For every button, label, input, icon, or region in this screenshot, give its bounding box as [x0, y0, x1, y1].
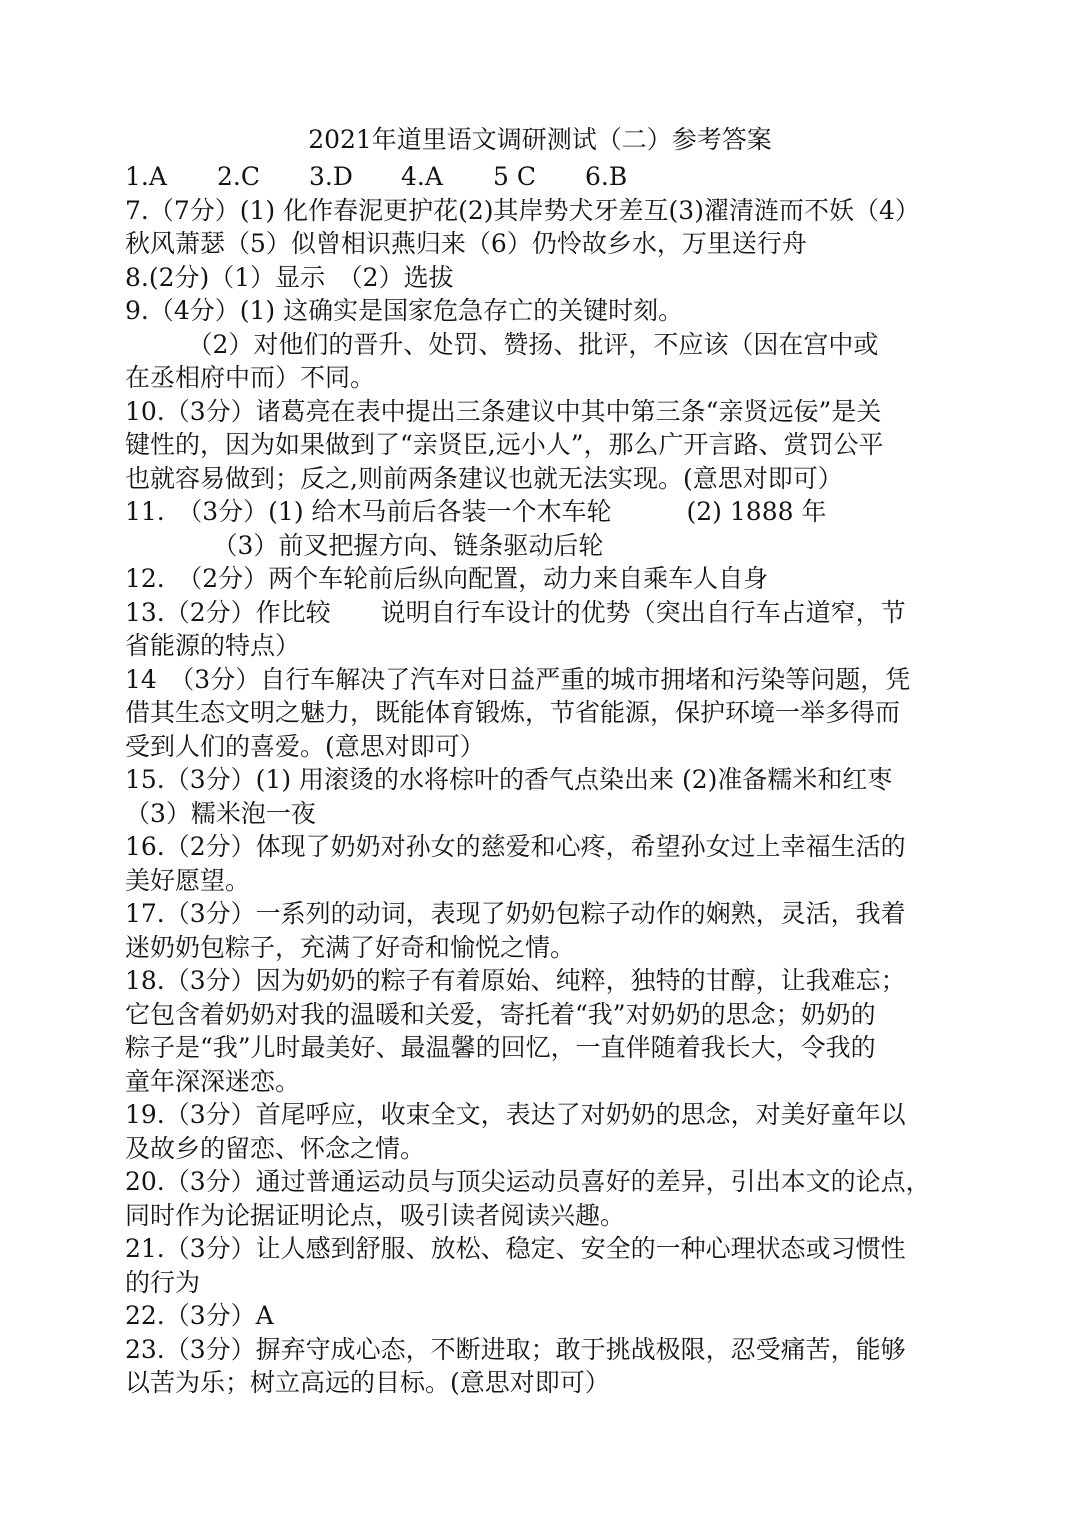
answer-line: 键性的，因为如果做到了“亲贤臣,远小人”，那么广开言路、赏罚公平 — [125, 430, 884, 459]
answer-line: 在丞相府中而）不同。 — [125, 363, 376, 392]
answer-line: 秋风萧瑟（5）似曾相识燕归来（6）仍怜故乡水，万里送行舟 — [125, 229, 807, 258]
page-title: 2021年道里语文调研测试（二）参考答案 — [308, 125, 772, 154]
answer-line: 11. （3分）(1) 给木马前后各装一个木车轮 (2) 1888 年 — [125, 497, 827, 526]
answer-line: 15.（3分）(1) 用滚烫的水将棕叶的香气点染出来 (2)准备糯米和红枣 — [125, 765, 893, 794]
answer-line: 及故乡的留恋、怀念之情。 — [125, 1133, 426, 1163]
answer-list — [125, 160, 935, 1400]
answer-line: 22.（3分）A — [125, 1301, 274, 1330]
answer-line: 14 （3分）自行车解决了汽车对日益严重的城市拥堵和污染等问题，凭 — [125, 664, 911, 694]
answer-line: 17.（3分）一系列的动词，表现了奶奶包粽子动作的娴熟，灵活，我着 — [125, 899, 906, 928]
answer-line: 美好愿望。 — [125, 865, 251, 895]
answer-line: 也就容易做到；反之,则前两条建议也就无法实现。(意思对即可） — [125, 463, 843, 493]
mc-answer: 3.D — [309, 162, 353, 191]
multiple-choice-answers — [125, 160, 935, 194]
answer-line: 10.（3分）诸葛亮在表中提出三条建议中其中第三条“亲贤远佞”是关 — [125, 396, 882, 426]
mc-answer: 1.A — [125, 162, 167, 191]
mc-answer: 4.A — [401, 162, 443, 191]
answer-line: 省能源的特点） — [125, 631, 301, 660]
answer-line: 21.（3分）让人感到舒服、放松、稳定、安全的一种心理状态或习惯性 — [125, 1234, 906, 1263]
answer-line: 7.（7分）(1) 化作春泥更护花(2)其岸势犬牙差互(3)濯清涟而不妖（4） — [125, 195, 920, 225]
mc-answer: 5 C — [493, 162, 536, 191]
answer-line: 受到人们的喜爱。(意思对即可） — [125, 731, 485, 761]
answer-line: （2）对他们的晋升、处罚、赞扬、批评，不应该（因在宫中或 — [125, 329, 879, 359]
answer-line: 8.(2分)（1）显示 （2）选拔 — [125, 262, 454, 292]
answer-line: 12. （2分）两个车轮前后纵向配置，动力来自乘车人自身 — [125, 564, 769, 593]
answer-line: 23.（3分）摒弃守成心态，不断进取；敢于挑战极限，忍受痛苦，能够 — [125, 1334, 906, 1364]
mc-answer: 2.C — [217, 162, 260, 191]
answer-line: （3）前叉把握方向、链条驱动后轮 — [125, 530, 604, 560]
answer-line: 13.（2分）作比较 说明自行车设计的优势（突出自行车占道窄，节 — [125, 597, 906, 627]
answer-line: 粽子是“我”儿时最美好、最温馨的回忆，一直伴随着我长大，令我的 — [125, 1033, 876, 1062]
answer-line: 同时作为论据证明论点，吸引读者阅读兴趣。 — [125, 1200, 626, 1230]
answer-line: （3）糯米泡一夜 — [125, 798, 316, 828]
answer-line: 借其生态文明之魅力，既能体育锻炼，节省能源，保护环境一举多得而 — [125, 698, 901, 727]
answer-line: 20.（3分）通过普通运动员与顶尖运动员喜好的差异，引出本文的论点， — [125, 1167, 931, 1196]
answer-line: 的行为 — [125, 1267, 201, 1297]
mc-answer: 6.B — [585, 162, 628, 191]
answer-line: 9.（4分）(1) 这确实是国家危急存亡的关键时刻。 — [125, 296, 684, 325]
answer-line: 19.（3分）首尾呼应，收束全文，表达了对奶奶的思念，对美好童年以 — [125, 1100, 906, 1129]
answer-line: 它包含着奶奶对我的温暖和关爱，寄托着“我”对奶奶的思念；奶奶的 — [125, 999, 876, 1029]
answer-line: 18.（3分）因为奶奶的粽子有着原始、纯粹，独特的甘醇，让我难忘； — [125, 966, 906, 995]
answer-line: 迷奶奶包粽子，充满了好奇和愉悦之情。 — [125, 932, 576, 962]
answer-line: 16.（2分）体现了奶奶对孙女的慈爱和心疼，希望孙女过上幸福生活的 — [125, 832, 906, 861]
answer-line: 以苦为乐；树立高远的目标。(意思对即可） — [125, 1368, 610, 1397]
answer-line: 童年深深迷恋。 — [125, 1066, 301, 1096]
